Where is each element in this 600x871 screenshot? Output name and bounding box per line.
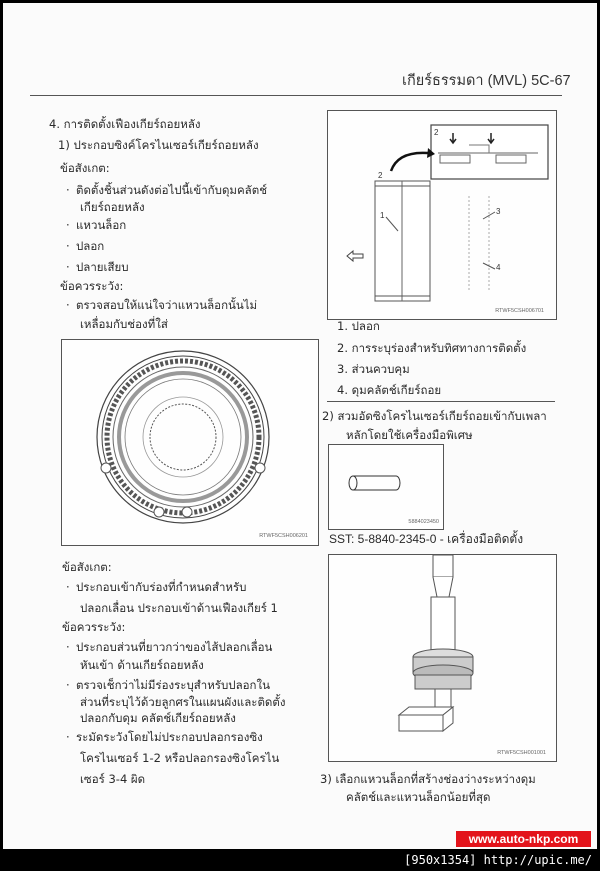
step-2-cont: หลักโดยใช้เครื่องมือพิเศษ bbox=[346, 428, 473, 442]
sst-label: SST: 5-8840-2345-0 - เครื่องมือติดตั้ง bbox=[329, 532, 524, 546]
figure-caption: RTWF5CSH001001 bbox=[497, 750, 546, 756]
svg-text:3: 3 bbox=[496, 207, 501, 216]
caution-item-cont: โครไนเซอร์ 1-2 หรือปลอกรองซิงโครไน bbox=[80, 751, 280, 765]
note-item-cont: เกียร์ถอยหลัง bbox=[80, 200, 145, 214]
note-item: · ประกอบเข้ากับร่องที่กำหนดสำหรับ bbox=[66, 580, 247, 594]
note-item-cont: ปลอกเลื่อน ประกอบเข้าด้านเฟืองเกียร์ 1 bbox=[80, 601, 278, 615]
note-item: · ปลายเสียบ bbox=[66, 260, 129, 274]
caution-item: · ประกอบส่วนที่ยาวกว่าของไส้ปลอกเลื่อน bbox=[66, 640, 273, 654]
installer-tool-illustration bbox=[329, 445, 443, 529]
step-2: 2) สวมอัดซิงโครไนเซอร์เกียร์ถอยเข้ากับเพลา bbox=[322, 409, 547, 423]
image-host-label: [950x1354] http://upic.me/ bbox=[404, 853, 592, 867]
step-1: 1) ประกอบซิงค์โครไนเซอร์เกียร์ถอยหลัง bbox=[58, 138, 259, 152]
caution-item-cont: หันเข้า ด้านเกียร์ถอยหลัง bbox=[80, 658, 204, 672]
legend-rule bbox=[327, 401, 555, 402]
svg-text:1: 1 bbox=[380, 211, 385, 220]
note-label: ข้อสังเกต: bbox=[60, 161, 110, 175]
section-title: 4. การติดตั้งเฟืองเกียร์ถอยหลัง bbox=[49, 117, 201, 131]
legend-item: 2. การระบุร่องสำหรับทิศทางการติดตั้ง bbox=[337, 341, 527, 355]
figure-caption: RTWF5CSH006201 bbox=[259, 533, 308, 539]
caution-item-cont: เหลื่อมกับช่องที่ใส่ bbox=[80, 317, 168, 331]
caution-item-cont: เซอร์ 3-4 ผิด bbox=[80, 772, 146, 786]
header-rule bbox=[30, 95, 562, 96]
caution-item: · ระมัดระวังโดยไม่ประกอบปลอกรองซิง bbox=[66, 730, 263, 744]
legend-item: 3. ส่วนควบคุม bbox=[337, 362, 410, 376]
sleeve-diagram-figure bbox=[327, 110, 557, 320]
legend-item: 1. ปลอก bbox=[337, 319, 380, 333]
sleeve-diagram-illustration bbox=[328, 111, 556, 319]
svg-text:2: 2 bbox=[434, 128, 439, 137]
caution-item: · ตรวจสอบให้แน่ใจว่าแหวนล็อกนั้นไม่ bbox=[66, 298, 258, 312]
press-fit-figure bbox=[328, 554, 557, 762]
synchronizer-ring-figure bbox=[61, 339, 319, 546]
figure-caption: 5884023450 bbox=[408, 519, 439, 525]
svg-text:2: 2 bbox=[378, 171, 383, 180]
press-fit-illustration bbox=[329, 555, 556, 761]
step-3-cont: คลัตช์และแหวนล็อกน้อยที่สุด bbox=[346, 790, 491, 804]
caution-item-cont: ส่วนที่ระบุไว้ด้วยลูกศรในแผนผังและติดตั้ง bbox=[80, 695, 286, 709]
legend-item: 4. ดุมคลัตช์เกียร์ถอย bbox=[337, 383, 442, 397]
caution-item: · ตรวจเช็กว่าไม่มีร่องระบุสำหรับปลอกใน bbox=[66, 678, 270, 692]
installer-tool-figure bbox=[328, 444, 444, 530]
watermark-link[interactable]: www.auto-nkp.com bbox=[456, 831, 591, 847]
caution-label: ข้อควรระวัง: bbox=[60, 279, 124, 293]
note-item: · แหวนล็อก bbox=[66, 218, 127, 232]
note-item: · ติดตั้งชิ้นส่วนดังต่อไปนี้เข้ากับดุมคลัตช์ bbox=[66, 183, 268, 197]
step-3: 3) เลือกแหวนล็อกที่สร้างช่องว่างระหว่างดุม bbox=[320, 772, 536, 786]
note-label: ข้อสังเกต: bbox=[62, 560, 112, 574]
note-item: · ปลอก bbox=[66, 239, 105, 253]
figure-caption: RTWF5CSH006701 bbox=[495, 308, 544, 314]
caution-label: ข้อควรระวัง: bbox=[62, 620, 126, 634]
svg-text:4: 4 bbox=[496, 263, 501, 272]
synchronizer-ring-illustration bbox=[62, 340, 318, 545]
caution-item-cont: ปลอกกับดุม คลัตช์เกียร์ถอยหลัง bbox=[80, 711, 236, 725]
page-header: เกียร์ธรรมดา (MVL) 5C-67 bbox=[402, 73, 571, 89]
